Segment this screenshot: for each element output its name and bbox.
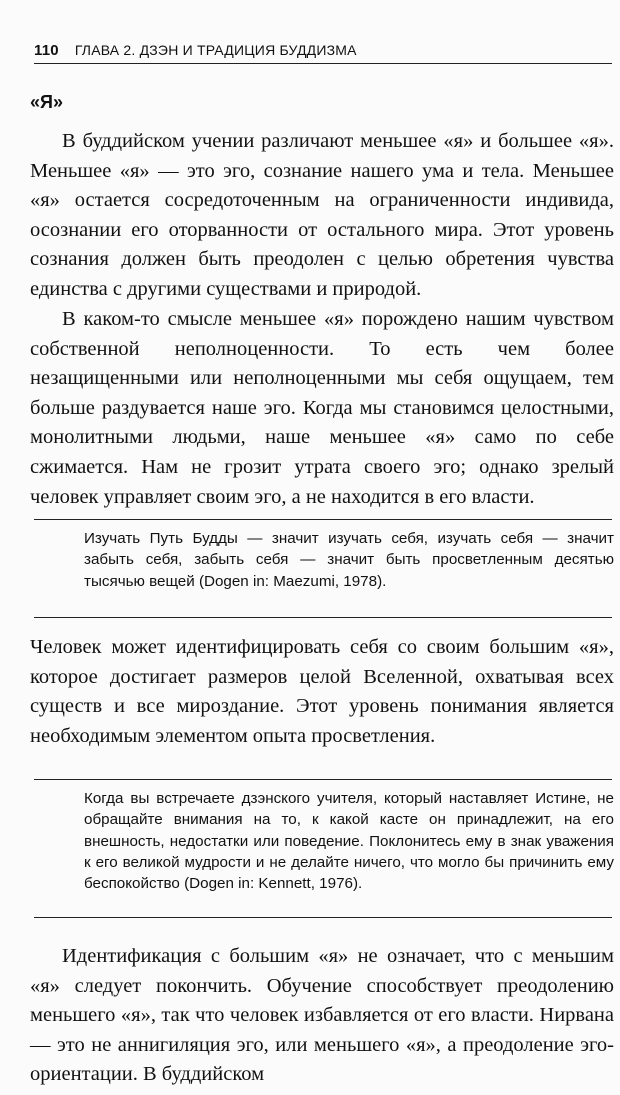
running-title: ГЛАВА 2. ДЗЭН И ТРАДИЦИЯ БУДДИЗМА (74, 42, 357, 58)
quote-rule-bottom (34, 617, 612, 618)
epigraph-quote-1: Изучать Путь Будды — значит изучать себя, изучать себя — значит забыть себя, забыть себя — значит быть просветленным десятью тысячью вещей (Dogen in: Maezumi, 1978). (84, 530, 614, 590)
body-paragraph-4: Идентификация с большим «я» не означает, что с меньшим «я» следует покончить. Обучение способствует преодолению меньшего «я», так что человек избавляется от его власти. Нирвана — это не аннигиляция эго, или меньшего «я», а преодоление эго-ориентации. В буддийском (30, 945, 614, 1086)
body-paragraph-2: В каком-то смысле меньшее «я» порождено нашим чувством собственной неполноценности. То есть чем более незащищенными или неполноценными мы себя ощущаем, тем больше раздувается наше эго. Когда мы становимся целостными, монолитными людьми, наше меньшее «я» само по себе сжимается. Нам не грозит утрата своего эго; однако зрелый человек управляет своим эго, а не находится в его власти. (30, 308, 614, 508)
body-paragraph-3: Человек может идентифицировать себя со своим большим «я», которое достигает размеров целой Вселенной, охватывая всех существ и все мироздание. Этот уровень понимания является необходимым элементом опыта просветления. (30, 636, 614, 747)
header-rule (34, 63, 612, 64)
quote-rule-top (34, 779, 612, 780)
quote-rule-bottom (34, 917, 612, 918)
quote-rule-top (34, 519, 612, 520)
body-paragraph-1: В буддийском учении различают меньшее «я» и большее «я». Меньшее «я» — это эго, сознание нашего ума и тела. Меньшее «я» остается сосредоточенным на ограниченности индивида, осознании его оторванности от остального мира. Этот уровень сознания должен быть преодолен с целью обретения чувства единства с другими существами и природой. (30, 130, 614, 300)
epigraph-quote-2: Когда вы встречаете дзэнского учителя, который наставляет Истине, не обращайте внимания на то, к какой касте он принадлежит, на его внешность, недостатки или поведение. Поклонитесь ему в знак уважения к его великой мудрости и не делайте ничего, что могло бы причинить ему беспокойство (Dogen in: Kennett, 1976). (84, 790, 614, 893)
running-header (34, 42, 614, 59)
page-number: 110 (34, 42, 59, 59)
section-title: «Я» (30, 92, 63, 112)
